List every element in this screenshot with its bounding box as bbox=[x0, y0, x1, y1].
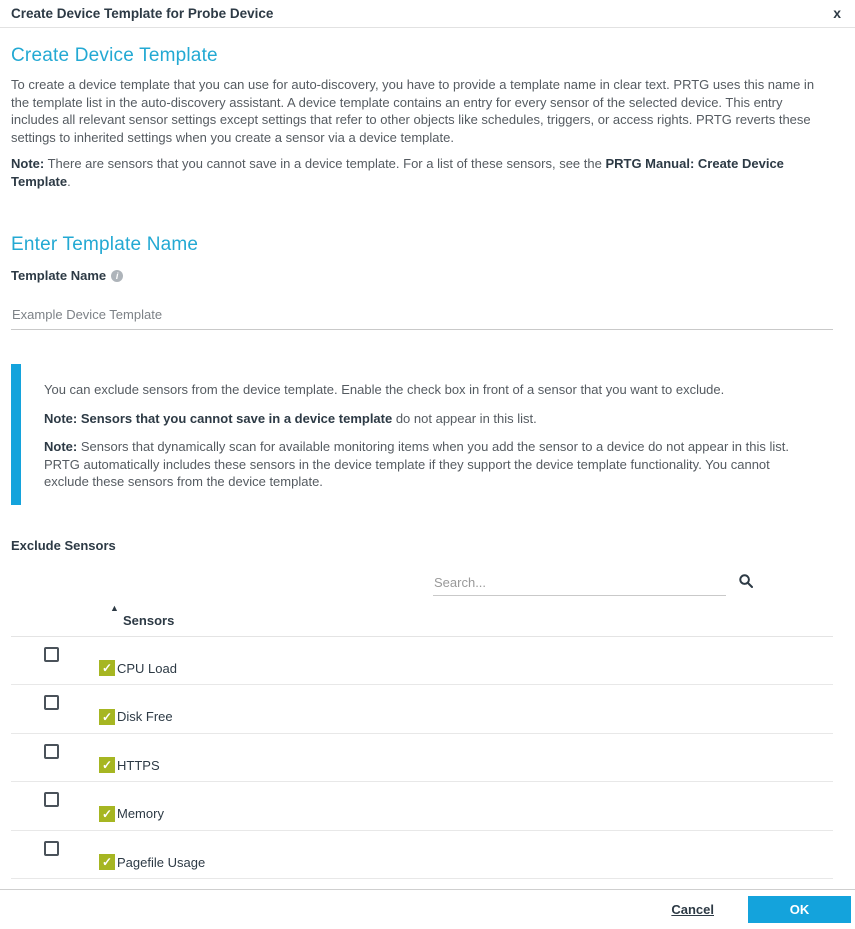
exclude-sensor-checkbox[interactable] bbox=[44, 647, 59, 662]
exclude-sensor-checkbox[interactable] bbox=[44, 744, 59, 759]
note-suffix: . bbox=[67, 173, 71, 189]
note-label: Note: bbox=[44, 439, 78, 454]
sensor-name: Pagefile Usage bbox=[117, 854, 206, 870]
table-row bbox=[11, 782, 833, 831]
sensor-cell bbox=[99, 757, 160, 773]
info-icon[interactable]: i bbox=[111, 270, 123, 282]
dialog-footer bbox=[0, 890, 855, 929]
sensor-name: Disk Free bbox=[117, 709, 173, 724]
sensor-ok-check-icon: ✓ bbox=[99, 660, 115, 676]
search-input[interactable] bbox=[433, 575, 726, 596]
info-box bbox=[11, 364, 833, 505]
sensor-cell bbox=[99, 709, 173, 725]
exclude-sensors-label: Exclude Sensors bbox=[11, 537, 116, 553]
info-paragraph-3 bbox=[44, 438, 804, 491]
sensor-ok-check-icon: ✓ bbox=[99, 806, 115, 822]
dialog-title: Create Device Template for Probe Device bbox=[11, 6, 274, 21]
info-box-accent-bar bbox=[11, 364, 21, 505]
exclude-sensor-checkbox[interactable] bbox=[44, 841, 59, 856]
sensors-cannot-save-link[interactable]: Sensors that you cannot save in a device template bbox=[77, 410, 393, 426]
prtg-manual-link[interactable]: PRTG Manual: Create Device Template bbox=[11, 156, 784, 189]
search-icon[interactable] bbox=[739, 574, 753, 596]
dialog-body bbox=[0, 45, 855, 879]
info-paragraph-2 bbox=[44, 410, 804, 428]
table-row bbox=[11, 831, 833, 880]
dialog-header bbox=[0, 0, 855, 28]
intro-note bbox=[11, 155, 833, 190]
exclude-sensor-checkbox[interactable] bbox=[44, 792, 59, 807]
sensor-table bbox=[11, 602, 833, 880]
note-label: Note: bbox=[44, 410, 78, 426]
info-paragraph-1: You can exclude sensors from the device template. Enable the check box in front of a sensor that you want to exclude. bbox=[44, 382, 725, 397]
sensor-ok-check-icon: ✓ bbox=[99, 854, 115, 870]
template-name-input[interactable] bbox=[11, 307, 833, 330]
cancel-button[interactable]: Cancel bbox=[671, 902, 714, 917]
sort-asc-icon: ▲ bbox=[110, 602, 119, 613]
note-text: There are sensors that you cannot save in a device template. For a list of these sensors, see the bbox=[44, 156, 606, 171]
sensor-cell bbox=[99, 806, 164, 822]
exclude-sensor-checkbox[interactable] bbox=[44, 695, 59, 710]
sensor-ok-check-icon: ✓ bbox=[99, 709, 115, 725]
template-name-label-row bbox=[11, 268, 833, 283]
ok-button[interactable]: OK bbox=[748, 896, 851, 923]
intro-paragraph: To create a device template that you can use for auto-discovery, you have to provide a template name in clear text. PRTG uses this name in the template list in the auto-discovery assistant. A device template contains an entry for every sensor of the selected device. This entry includes all relevant sensor settings except settings that refer to other objects like schedules, triggers, or access rights. PRTG reverts these settings to inherited settings when you create a sensor via a device template. bbox=[11, 77, 815, 145]
info-paragraph-3-rest: Sensors that dynamically scan for available monitoring items when you add the sensor to a device do not appear in this list. PRTG automatically includes these sensors in the device template if they support the device template functionality. You cannot exclude these sensors from the device template. bbox=[44, 439, 789, 489]
sensor-cell bbox=[99, 854, 205, 870]
close-icon[interactable]: x bbox=[833, 5, 841, 21]
enter-template-name-heading: Enter Template Name bbox=[11, 234, 199, 255]
table-row bbox=[11, 637, 833, 686]
create-device-template-heading: Create Device Template bbox=[11, 45, 218, 66]
sensor-name: HTTPS bbox=[117, 757, 160, 773]
sensor-search-row bbox=[11, 574, 833, 596]
sensors-column-header[interactable] bbox=[11, 602, 833, 637]
note-label: Note: bbox=[11, 156, 45, 171]
sensor-cell bbox=[99, 660, 177, 676]
sensor-name: CPU Load bbox=[117, 660, 177, 676]
sensor-ok-check-icon: ✓ bbox=[99, 757, 115, 773]
info-box-text bbox=[21, 364, 804, 505]
sensor-row-list bbox=[11, 637, 833, 880]
table-row bbox=[11, 734, 833, 783]
template-name-label: Template Name bbox=[11, 268, 107, 283]
info-paragraph-2-rest: do not appear in this list. bbox=[392, 410, 537, 426]
table-row bbox=[11, 685, 833, 734]
sensor-name: Memory bbox=[117, 806, 164, 821]
column-header-label: Sensors bbox=[123, 612, 175, 628]
